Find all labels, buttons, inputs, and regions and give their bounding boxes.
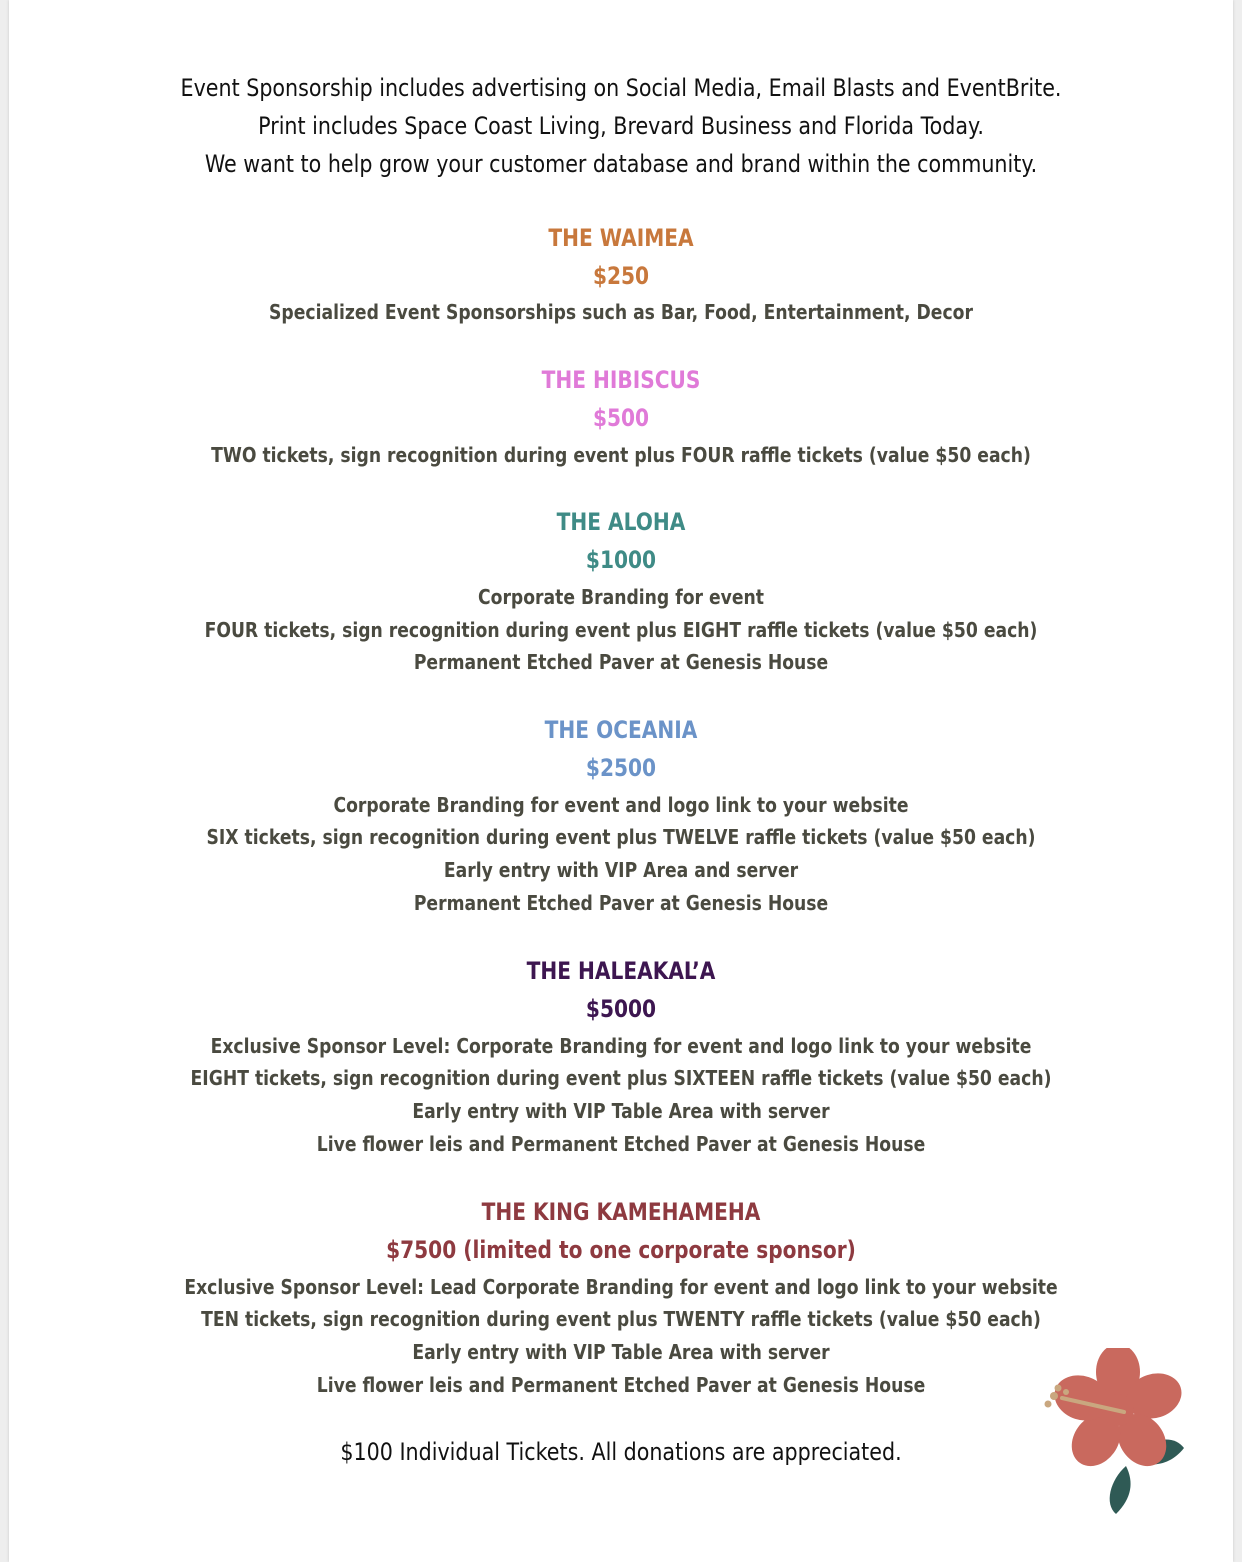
tier-benefit: Permanent Etched Paver at Genesis House	[413, 891, 829, 915]
tier-benefit: Early entry with VIP Table Area with server	[412, 1340, 830, 1364]
tier-benefit: Corporate Branding for event	[477, 585, 765, 609]
tier-benefit: Early entry with VIP Table Area with server	[412, 1099, 830, 1123]
tier-benefit: Exclusive Sponsor Level: Corporate Branding for event and logo link to your website	[210, 1034, 1032, 1058]
tier-name: THE HIBISCUS	[541, 366, 701, 394]
tier-price: $500	[592, 404, 650, 432]
tier-benefit: EIGHT tickets, sign recognition during event plus SIXTEEN raffle tickets (value $50 each)	[190, 1066, 1052, 1090]
stamen-dot	[1055, 1385, 1062, 1392]
tier-name: THE KING KAMEHAMEHA	[481, 1198, 761, 1226]
tier-name: THE WAIMEA	[548, 224, 694, 252]
hibiscus-flower-icon	[1040, 1348, 1190, 1518]
stamen-dot	[1050, 1392, 1058, 1400]
intro-line: Print includes Space Coast Living, Brevard Business and Florida Today.	[258, 112, 984, 140]
tier-benefit: Live flower leis and Permanent Etched Paver at Genesis House	[316, 1373, 926, 1397]
tier-price: $1000	[585, 546, 657, 574]
tier-benefit: FOUR tickets, sign recognition during event plus EIGHT raffle tickets (value $50 each)	[204, 618, 1038, 642]
tier-name: THE HALEAKAL’A	[526, 957, 716, 985]
tier-price: $7500 (limited to one corporate sponsor)	[386, 1236, 856, 1264]
tier-benefit: Exclusive Sponsor Level: Lead Corporate Branding for event and logo link to your website	[184, 1275, 1058, 1299]
leaf-shape	[1110, 1466, 1131, 1514]
intro-line: We want to help grow your customer database and brand within the community.	[204, 150, 1038, 178]
intro-line: Event Sponsorship includes advertising on Social Media, Email Blasts and EventBrite.	[180, 74, 1062, 102]
tier-benefit: Specialized Event Sponsorships such as Bar, Food, Entertainment, Decor	[269, 300, 973, 324]
tier-price: $5000	[585, 995, 657, 1023]
tier-benefit: Early entry with VIP Area and server	[443, 858, 799, 882]
tier-price: $250	[592, 262, 650, 290]
stamen-dot	[1045, 1401, 1052, 1408]
tier-name: THE ALOHA	[556, 508, 686, 536]
tier-price: $2500	[585, 754, 657, 782]
stamen-dot	[1063, 1389, 1069, 1395]
tier-benefit: SIX tickets, sign recognition during event plus TWELVE raffle tickets (value $50 each)	[206, 825, 1036, 849]
footer-note: $100 Individual Tickets. All donations are appreciated.	[340, 1438, 902, 1466]
tier-benefit: Corporate Branding for event and logo link to your website	[333, 793, 909, 817]
tier-benefit: Live flower leis and Permanent Etched Paver at Genesis House	[316, 1132, 926, 1156]
tier-benefit: TEN tickets, sign recognition during event plus TWENTY raffle tickets (value $50 each)	[201, 1307, 1041, 1331]
tier-name: THE OCEANIA	[544, 716, 698, 744]
tier-benefit: Permanent Etched Paver at Genesis House	[413, 650, 829, 674]
tier-benefit: TWO tickets, sign recognition during event plus FOUR raffle tickets (value $50 each)	[211, 443, 1031, 467]
